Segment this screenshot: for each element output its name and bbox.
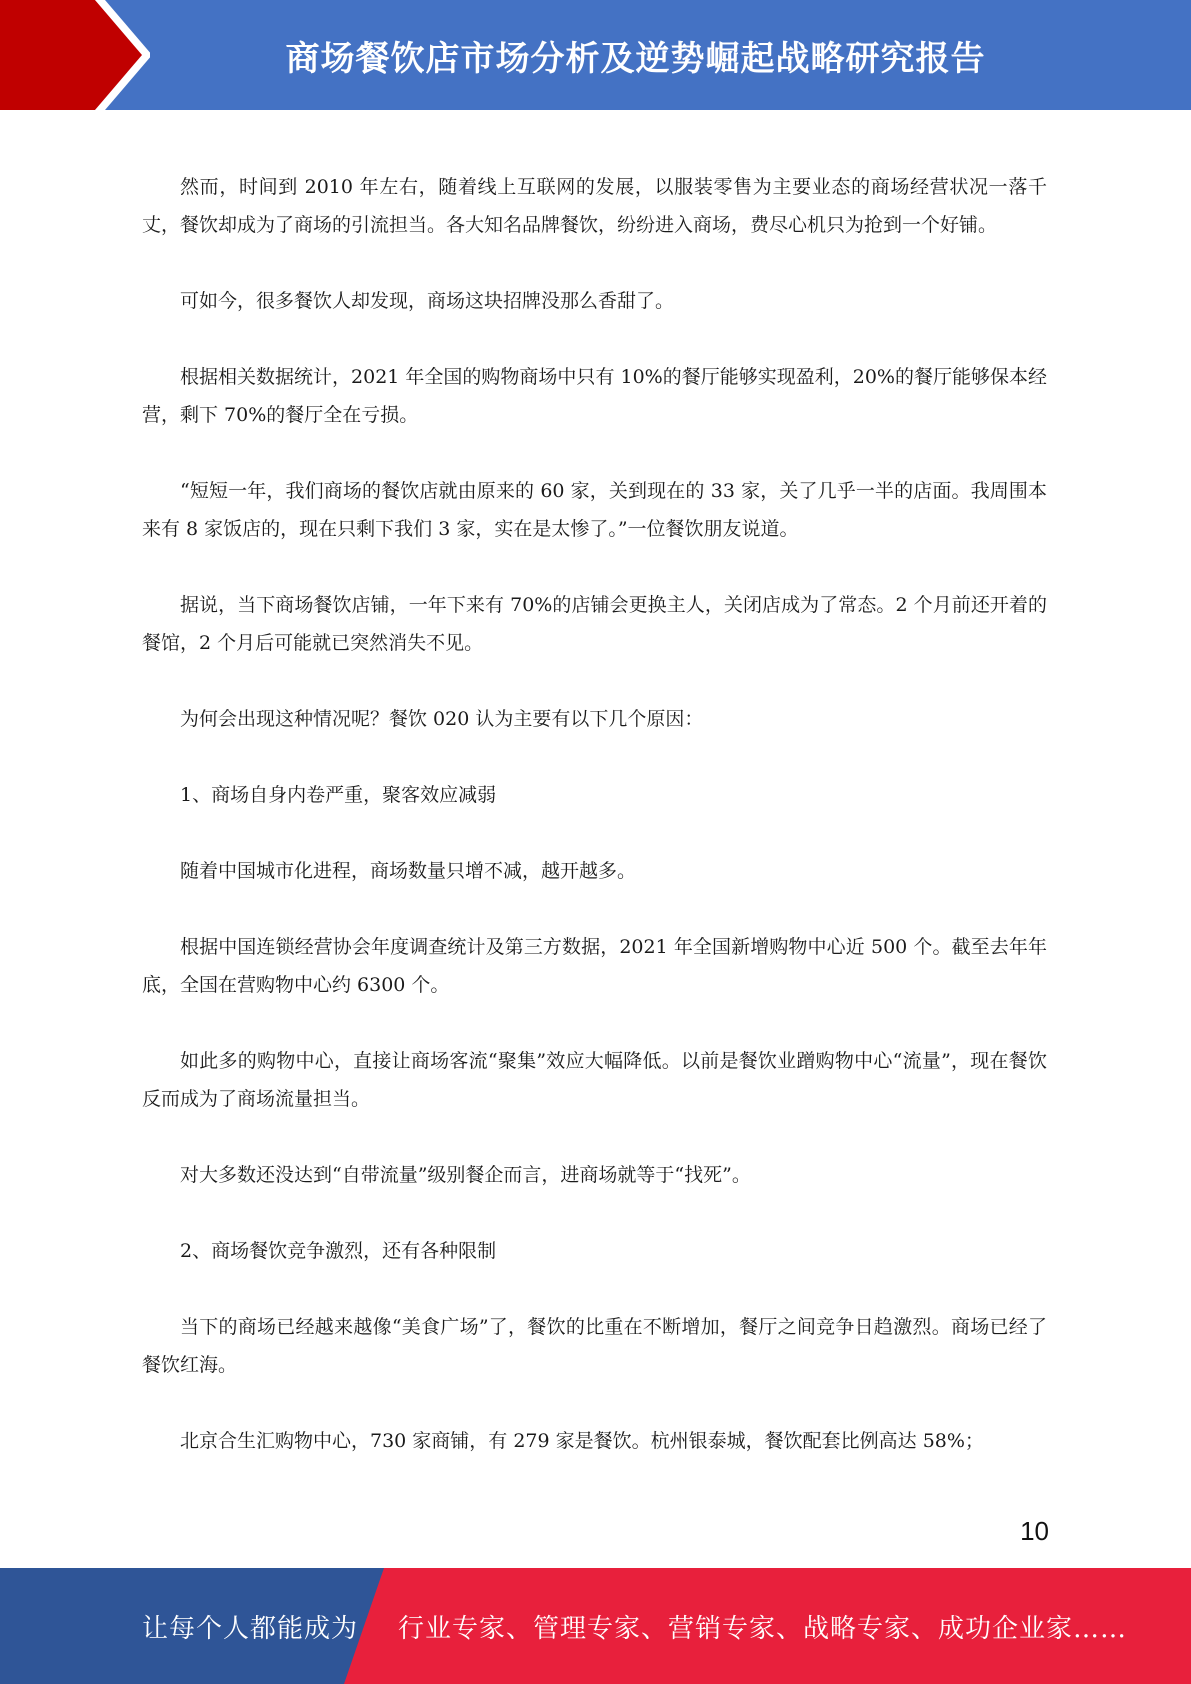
article-body — [142, 168, 1047, 1498]
paragraph: 可如今，很多餐饮人却发现，商场这块招牌没那么香甜了。 — [180, 290, 675, 312]
paragraph: 根据中国连锁经营协会年度调查统计及第三方数据，2021 年全国新增购物中心近 500 个。截至去年年底，全国在营购物中心约 6300 个。 — [142, 936, 1047, 996]
header-band — [0, 0, 1191, 110]
paragraph: “短短一年，我们商场的餐饮店就由原来的 60 家，关到现在的 33 家，关了几乎一半的店面。我周围本来有 8 家饭店的，现在只剩下我们 3 家，实在是太惨了。”一位餐饮朋友说道。 — [142, 480, 1047, 540]
section-heading: 1、商场自身内卷严重，聚客效应减弱 — [180, 784, 497, 806]
paragraph: 北京合生汇购物中心，730 家商铺，有 279 家是餐饮。杭州银泰城，餐饮配套比例高达 58%； — [180, 1430, 984, 1452]
paragraph: 如此多的购物中心，直接让商场客流“聚集”效应大幅降低。以前是餐饮业蹭购物中心“流量”，现在餐饮反而成为了商场流量担当。 — [142, 1050, 1047, 1110]
footer-slogan-right: 行业专家、管理专家、营销专家、战略专家、成功企业家…… — [398, 1613, 1128, 1644]
page-title: 商场餐饮店市场分析及逆势崛起战略研究报告 — [285, 38, 986, 79]
paragraph: 对大多数还没达到“自带流量”级别餐企而言，进商场就等于“找死”。 — [180, 1164, 751, 1186]
section-heading: 2、商场餐饮竞争激烈，还有各种限制 — [180, 1240, 497, 1262]
header-chevron-decoration — [0, 0, 150, 110]
paragraph: 据说，当下商场餐饮店铺，一年下来有 70%的店铺会更换主人，关闭店成为了常态。2 个月前还开着的餐馆，2 个月后可能就已突然消失不见。 — [142, 594, 1047, 654]
paragraph: 随着中国城市化进程，商场数量只增不减，越开越多。 — [180, 860, 637, 882]
page-number: 10 — [1020, 1516, 1049, 1546]
footer-slogan-left: 让每个人都能成为 — [142, 1613, 359, 1644]
footer-band — [0, 1568, 1191, 1684]
paragraph: 根据相关数据统计，2021 年全国的购物商场中只有 10%的餐厅能够实现盈利，20%的餐厅能够保本经营，剩下 70%的餐厅全在亏损。 — [142, 366, 1047, 426]
paragraph: 为何会出现这种情况呢？餐饮 020 认为主要有以下几个原因： — [180, 708, 704, 730]
paragraph: 然而，时间到 2010 年左右，随着线上互联网的发展，以服装零售为主要业态的商场经营状况一落千丈，餐饮却成为了商场的引流担当。各大知名品牌餐饮，纷纷进入商场，费尽心机只为抢到一个好铺。 — [142, 176, 1047, 236]
paragraph: 当下的商场已经越来越像“美食广场”了，餐饮的比重在不断增加，餐厅之间竞争日趋激烈。商场已经了餐饮红海。 — [142, 1316, 1047, 1376]
